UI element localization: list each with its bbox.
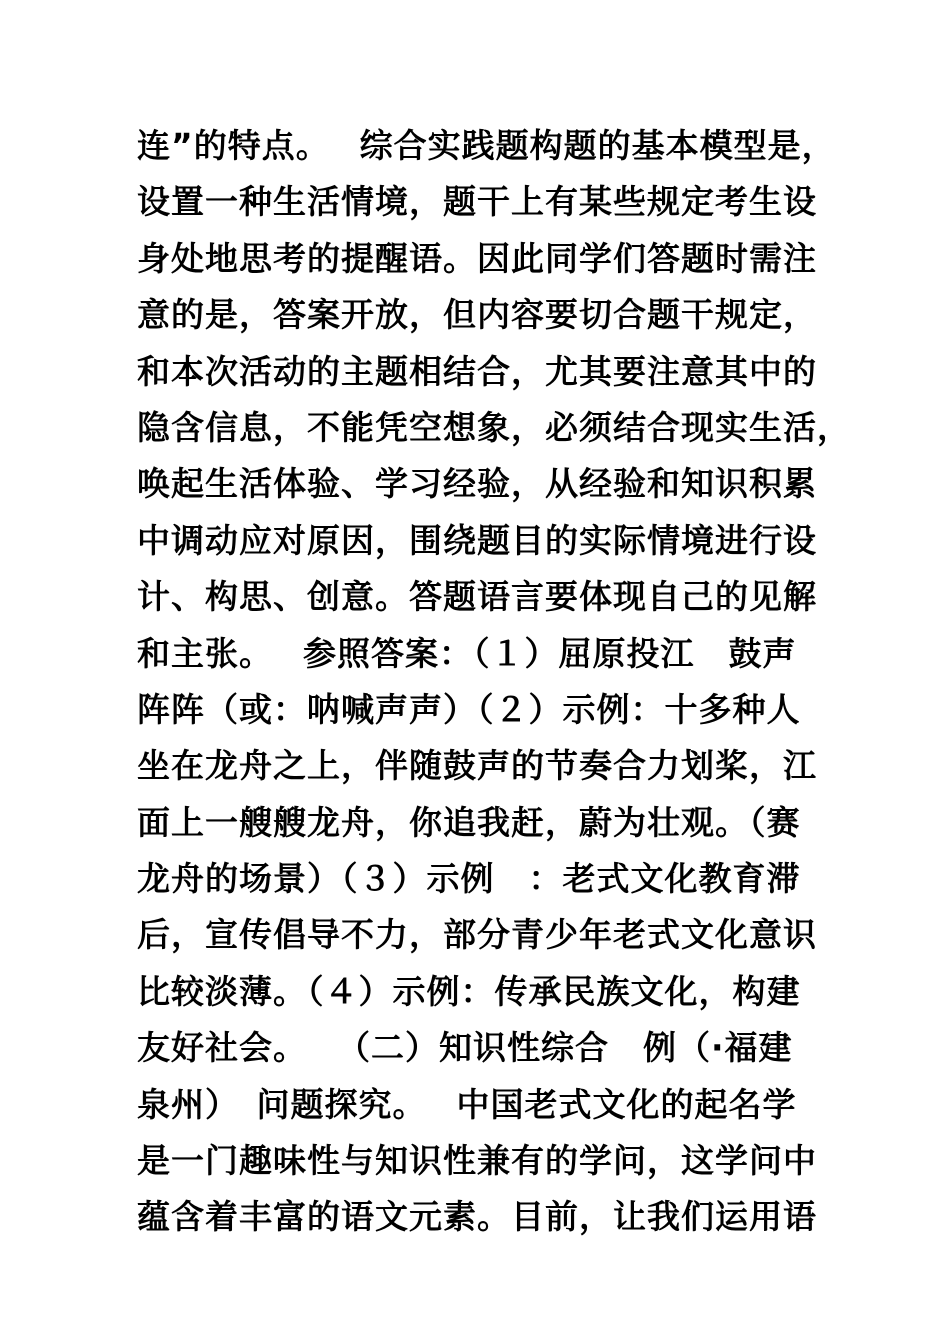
text-line: 比较淡薄。（４）示例：传承民族文化，构建: [137, 971, 801, 1011]
text-line: 蕴含着丰富的语文元素。目前，让我们运用语: [137, 1197, 817, 1237]
text-line: 龙舟的场景）（３）示例 ：老式文化教育滞: [137, 859, 801, 899]
text-line: 友好社会。 （二）知识性综合 例（·福建: [137, 1028, 793, 1068]
text-line: 和本次活动的主题相结合，尤其要注意其中的: [137, 351, 817, 391]
document-body: [137, 118, 851, 1246]
text-line: 连”的特点。 综合实践题构题的基本模型是，: [137, 126, 836, 165]
text-line: 身处地思考的提醒语。因此同学们答题时需注: [137, 238, 817, 278]
text-line: 设置一种生活情境，题干上有某些规定考生设: [137, 182, 817, 222]
text-line: 中调动应对原因，围绕题目的实际情境进行设: [137, 520, 817, 560]
text-line: 隐含信息，不能凭空想象，必须结合现实生活，: [137, 407, 851, 447]
text-line: 阵阵（或：呐喊声声）（２）示例：十多种人: [137, 689, 801, 729]
text-line: 是一门趣味性与知识性兼有的学问，这学问中: [137, 1141, 817, 1181]
text-line: 面上一艘艘龙舟，你追我赶，蔚为壮观。（赛: [137, 802, 801, 842]
text-line: 后，宣传倡导不力，部分青少年老式文化意识: [137, 915, 817, 955]
text-line: 泉州） 问题探究。 中国老式文化的起名学: [137, 1084, 797, 1124]
text-line: 坐在龙舟之上，伴随鼓声的节奏合力划桨，江: [137, 746, 817, 786]
text-line: 和主张。 参照答案：（１）屈原投江 鼓声: [137, 633, 797, 673]
text-line: 计、构思、创意。答题语言要体现自己的见解: [137, 577, 817, 617]
text-line: 意的是，答案开放，但内容要切合题干规定，: [137, 295, 817, 335]
text-line: 唤起生活体验、学习经验，从经验和知识积累: [137, 464, 817, 504]
